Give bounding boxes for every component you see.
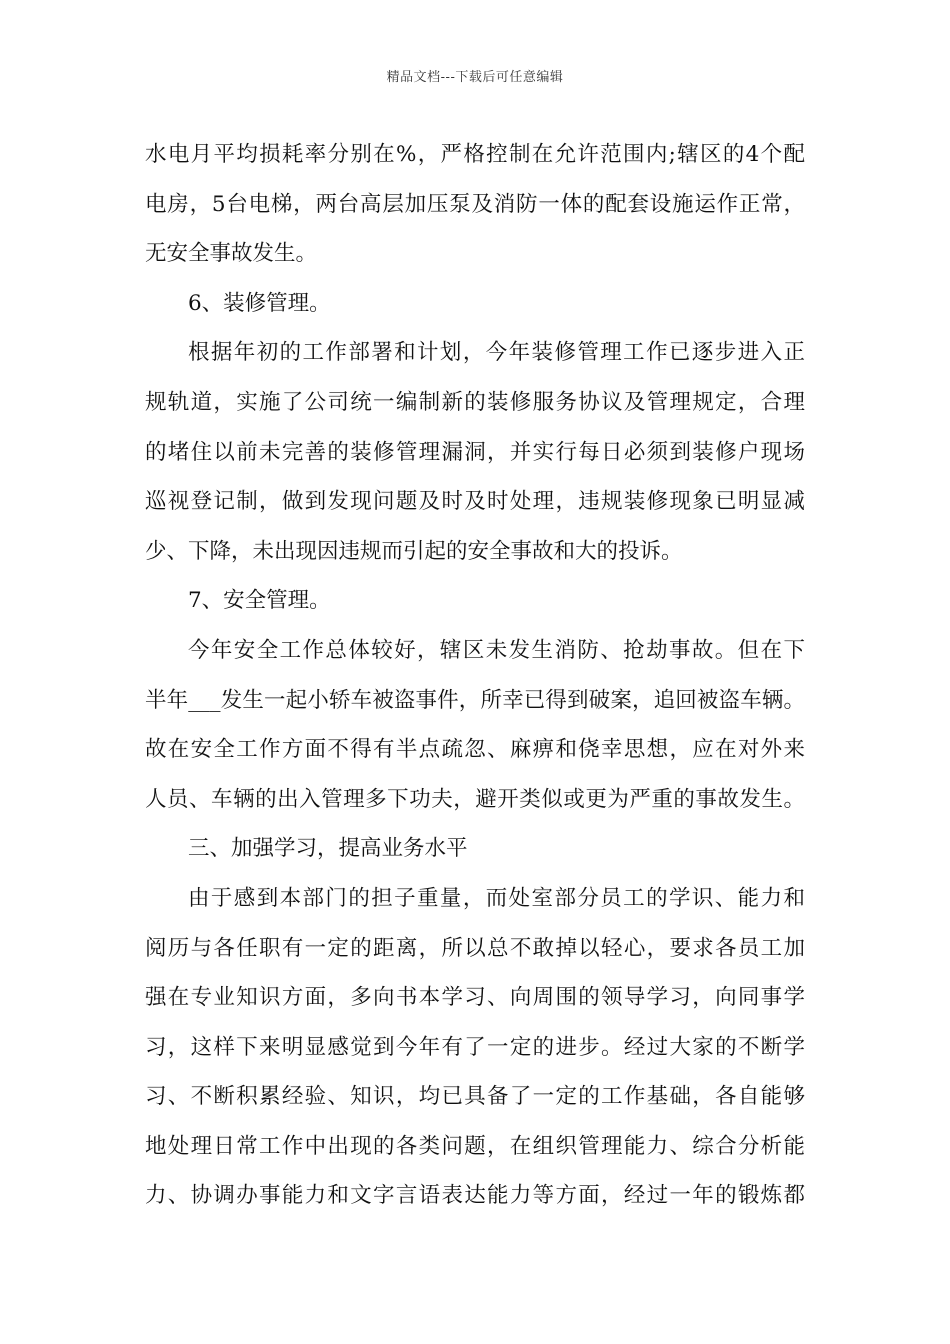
text-line: 规轨道，实施了公司统一编制新的装修服务协议及管理规定，合理 (145, 389, 805, 415)
text-line: 力、协调办事能力和文字言语表达能力等方面，经过一年的锻炼都 (145, 1183, 805, 1209)
text-line: 少、下降，未出现因违规而引起的安全事故和大的投诉。 (145, 538, 683, 564)
text-line: 故在安全工作方面不得有半点疏忽、麻痹和侥幸思想，应在对外来 (145, 737, 805, 763)
document-body (145, 130, 805, 1221)
text-line: 的堵住以前未完善的装修管理漏洞，并实行每日必须到装修户现场 (145, 439, 805, 465)
text-line: 由于感到本部门的担子重量，而处室部分员工的学识、能力和 (188, 885, 805, 911)
text-line: 习，这样下来明显感觉到今年有了一定的进步。经过大家的不断学 (145, 1034, 805, 1060)
section-heading: 7、安全管理。 (188, 588, 331, 614)
text-line: 巡视登记制，做到发现问题及时及时处理，违规装修现象已明显减 (145, 489, 805, 515)
text-line: 强在专业知识方面，多向书本学习、向周围的领导学习，向同事学 (145, 985, 805, 1011)
text-line: 习、不断积累经验、知识，均已具备了一定的工作基础，各自能够 (145, 1084, 805, 1110)
text-line: 水电月平均损耗率分别在%，严格控制在允许范围内;辖区的4个配 (145, 142, 805, 167)
page-header: 精品文档---下载后可任意编辑 (386, 70, 564, 85)
text-line: 阅历与各任职有一定的距离，所以总不敢掉以轻心，要求各员工加 (145, 935, 805, 961)
text-line: 半年___发生一起小轿车被盗事件，所幸已得到破案，追回被盗车辆。 (145, 687, 805, 713)
text-line: 无安全事故发生。 (145, 241, 318, 267)
section-heading: 6、装修管理。 (188, 290, 331, 316)
text-line: 地处理日常工作中出现的各类问题，在组织管理能力、综合分析能 (145, 1133, 805, 1159)
text-line: 根据年初的工作部署和计划，今年装修管理工作已逐步进入正 (188, 340, 805, 366)
text-line: 电房，5台电梯，两台高层加压泵及消防一体的配套设施运作正常， (145, 191, 805, 217)
section-heading: 三、加强学习，提高业务水平 (188, 836, 468, 862)
text-line: 今年安全工作总体较好，辖区未发生消防、抢劫事故。但在下 (188, 637, 805, 663)
text-line: 人员、车辆的出入管理多下功夫，避开类似或更为严重的事故发生。 (145, 786, 805, 812)
